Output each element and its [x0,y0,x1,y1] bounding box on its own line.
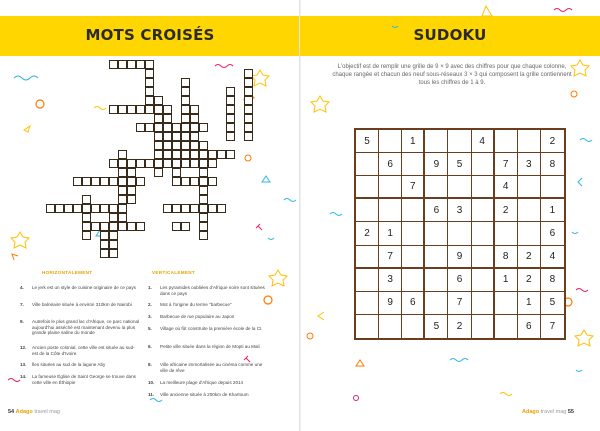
crossword-cell[interactable] [172,123,181,132]
crossword-cell[interactable] [100,177,109,186]
horizontal-heading: HORIZONTALEMENT [42,270,93,275]
crossword-cell[interactable] [145,105,154,114]
crossword-cell[interactable] [154,105,163,114]
crossword-cell[interactable] [172,177,181,186]
sudoku-cell[interactable] [356,269,379,292]
sudoku-cell[interactable]: 6 [402,292,425,315]
page-title: MOTS CROISÉS [85,26,215,44]
crossword-cell[interactable] [118,60,127,69]
crossword-cell[interactable] [181,177,190,186]
crossword-cell[interactable] [181,132,190,141]
crossword-cell[interactable] [127,159,136,168]
crossword-cell[interactable] [82,204,91,213]
crossword-cell[interactable] [244,132,253,141]
sudoku-cell[interactable] [402,315,425,338]
crossword-cell[interactable] [190,204,199,213]
crossword-cell[interactable] [109,159,118,168]
sudoku-cell[interactable]: 3 [448,199,471,222]
sudoku-page [300,0,600,431]
crossword-cell[interactable] [172,132,181,141]
sudoku-cell[interactable] [356,315,379,338]
crossword-cell[interactable] [244,123,253,132]
page-footer-right: Adago travel mag 55 [522,409,574,415]
sudoku-cell[interactable] [472,153,495,176]
sudoku-cell[interactable] [425,130,448,153]
crossword-cell[interactable] [217,150,226,159]
sudoku-cell[interactable]: 7 [448,292,471,315]
crossword-cell[interactable] [217,204,226,213]
crossword-cell[interactable] [226,96,235,105]
sudoku-cell[interactable]: 2 [518,246,541,269]
sudoku-cell[interactable]: 3 [379,269,402,292]
sudoku-cell[interactable]: 2 [356,222,379,245]
clue-h-9: 9. Autrefois le plus grand lac d'Afrique, ce parc national aujourd'hui asséché est maintenant devenu la plus grande plaine saline du monde [20,319,140,336]
crossword-cell[interactable] [154,150,163,159]
crossword-cell[interactable] [127,195,136,204]
crossword-cell[interactable] [73,177,82,186]
crossword-cell[interactable] [199,150,208,159]
crossword-cell[interactable] [100,222,109,231]
crossword-cell[interactable] [199,213,208,222]
crossword-cell[interactable] [226,132,235,141]
crossword-cell[interactable] [109,240,118,249]
crossword-cell[interactable] [154,114,163,123]
crossword-cell[interactable] [208,204,217,213]
crossword-cell[interactable] [154,132,163,141]
sudoku-cell[interactable] [472,269,495,292]
crossword-cell[interactable] [145,87,154,96]
crossword-cell[interactable] [181,114,190,123]
crossword-cell[interactable] [199,159,208,168]
crossword-cell[interactable] [145,123,154,132]
crossword-cell[interactable] [109,249,118,258]
crossword-cell[interactable] [163,159,172,168]
sudoku-cell[interactable]: 1 [379,222,402,245]
crossword-cell[interactable] [181,141,190,150]
crossword-cell[interactable] [172,150,181,159]
crossword-cell[interactable] [199,222,208,231]
sudoku-cell[interactable]: 5 [541,292,564,315]
sudoku-cell[interactable] [425,222,448,245]
crossword-cell[interactable] [190,123,199,132]
crossword-cell[interactable] [226,114,235,123]
crossword-cell[interactable] [163,141,172,150]
crossword-cell[interactable] [172,141,181,150]
crossword-cell[interactable] [244,69,253,78]
crossword-cell[interactable] [190,105,199,114]
sudoku-cell[interactable]: 1 [495,269,518,292]
crossword-cell[interactable] [127,222,136,231]
vertical-heading: VERTICALEMENT [152,270,195,275]
sudoku-cell[interactable] [356,199,379,222]
crossword-cell[interactable] [154,168,163,177]
crossword-cell[interactable] [127,177,136,186]
crossword-cell[interactable] [226,123,235,132]
sudoku-cell[interactable] [495,130,518,153]
sudoku-cell[interactable] [402,153,425,176]
crossword-cell[interactable] [244,87,253,96]
sudoku-cell[interactable]: 5 [448,153,471,176]
crossword-cell[interactable] [163,114,172,123]
crossword-cell[interactable] [136,177,145,186]
crossword-cell[interactable] [127,105,136,114]
sudoku-cell[interactable]: 1 [518,292,541,315]
sudoku-cell[interactable] [541,176,564,199]
crossword-cell[interactable] [244,96,253,105]
crossword-cell[interactable] [199,186,208,195]
crossword-cell[interactable] [154,96,163,105]
crossword-cell[interactable] [172,168,181,177]
crossword-cell[interactable] [127,186,136,195]
sudoku-cell[interactable]: 6 [518,315,541,338]
clue-h-14: 14. La fameuse Église de Saint George se trouve dans cette ville en Éthiopie [20,374,136,385]
crossword-cell[interactable] [181,78,190,87]
crossword-cell[interactable] [109,222,118,231]
crossword-cell[interactable] [154,159,163,168]
sudoku-cell[interactable] [402,222,425,245]
sudoku-cell[interactable] [402,269,425,292]
crossword-cell[interactable] [118,204,127,213]
crossword-cell[interactable] [226,150,235,159]
crossword-cell[interactable] [55,204,64,213]
crossword-cell[interactable] [190,177,199,186]
sudoku-instructions: L'objectif est de remplir une grille de 9 × 9 avec des chiffres pour que chaque colonne, chaque rangée et chacun des neuf sous-réseaux 3 × 3 qui composent la grille contiennent tous les chiffres de 1 à 9. [332,64,572,86]
clue-v-8: 8. Ville africaine immortalisée au cinéma comme une ville de rêve [148,362,263,373]
sudoku-cell[interactable] [472,222,495,245]
clue-h-12: 12. Ancien poste colonial, cette ville est située au sud-est de la Côte d'Ivoire. [20,345,135,356]
crossword-cell[interactable] [46,204,55,213]
crossword-cell[interactable] [118,222,127,231]
crossword-cell[interactable] [82,195,91,204]
sudoku-cell[interactable]: 5 [425,315,448,338]
sudoku-cell[interactable] [356,246,379,269]
sudoku-cell[interactable] [495,292,518,315]
crossword-cell[interactable] [199,168,208,177]
crossword-cell[interactable] [118,195,127,204]
sudoku-cell[interactable] [472,292,495,315]
sudoku-cell[interactable]: 1 [402,130,425,153]
crossword-cell[interactable] [163,105,172,114]
crossword-cell[interactable] [181,96,190,105]
crossword-cell[interactable] [127,60,136,69]
crossword-cell[interactable] [208,159,217,168]
crossword-cell[interactable] [190,150,199,159]
sudoku-cell[interactable] [518,130,541,153]
crossword-cell[interactable] [181,222,190,231]
sudoku-cell[interactable]: 8 [541,153,564,176]
crossword-cell[interactable] [64,204,73,213]
crossword-cell[interactable] [163,132,172,141]
sudoku-cell[interactable] [425,292,448,315]
crossword-cell[interactable] [127,168,136,177]
crossword-cell[interactable] [163,150,172,159]
crossword-cell[interactable] [109,177,118,186]
crossword-cell[interactable] [172,222,181,231]
crossword-cell[interactable] [145,96,154,105]
clue-v-3: 3. Barbecue de rue populaire au Japon [148,314,235,319]
crossword-cell[interactable] [73,204,82,213]
sudoku-cell[interactable]: 2 [518,269,541,292]
crossword-cell[interactable] [118,159,127,168]
crossword-cell[interactable] [208,177,217,186]
crossword-cell[interactable] [190,159,199,168]
clue-v-5: 5. Village où fût construite la première école de la CI. [148,326,263,331]
crossword-cell[interactable] [190,114,199,123]
crossword-cell[interactable] [208,150,217,159]
sudoku-cell[interactable]: 7 [402,176,425,199]
sudoku-cell[interactable]: 2 [448,315,471,338]
sudoku-cell[interactable]: 4 [472,130,495,153]
sudoku-cell[interactable]: 7 [495,153,518,176]
crossword-cell[interactable] [118,186,127,195]
crossword-cell[interactable] [136,105,145,114]
crossword-cell[interactable] [145,69,154,78]
clue-h-4: 4. Le jerk est un style de cuisine originaire de ce pays [20,285,136,290]
crossword-cell[interactable] [181,159,190,168]
crossword-cell[interactable] [109,231,118,240]
sudoku-cell[interactable] [379,130,402,153]
crossword-cell[interactable] [136,123,145,132]
sudoku-cell[interactable] [402,246,425,269]
sudoku-cell[interactable]: 2 [495,199,518,222]
clue-v-11: 11. Ville ancienne située à 200km de Khartoum [148,392,249,397]
crossword-cell[interactable] [118,177,127,186]
sudoku-cell[interactable]: 4 [541,246,564,269]
crossword-cell[interactable] [181,204,190,213]
crossword-cell[interactable] [199,204,208,213]
crossword-cell[interactable] [181,123,190,132]
page-title: SUDOKU [413,26,487,44]
sudoku-cell[interactable] [448,222,471,245]
sudoku-cell[interactable] [518,199,541,222]
sudoku-cell[interactable]: 9 [425,153,448,176]
crossword-cell[interactable] [118,150,127,159]
sudoku-cell[interactable]: 7 [549,320,556,332]
crossword-grid[interactable] [0,0,300,280]
crossword-cell[interactable] [82,222,91,231]
clue-h-7: 7. Ville balnéaire située à environ 310km de Nairobi [20,302,132,307]
crossword-cell[interactable] [145,60,154,69]
crossword-cell[interactable] [109,105,118,114]
sudoku-cell[interactable] [448,176,471,199]
crossword-cell[interactable] [82,231,91,240]
page-footer-left: 54 Adago travel mag [8,409,60,415]
crossword-cell[interactable] [199,123,208,132]
crossword-cell[interactable] [226,105,235,114]
clue-v-1: 1. Les pyramides oubliées d'Afrique noire sont situées dans ce pays [148,285,265,296]
sudoku-grid[interactable] [354,128,566,340]
crossword-cell[interactable] [181,87,190,96]
sudoku-cell[interactable] [472,199,495,222]
clue-v-10: 10. La meilleure plage d'Afrique depuis 2014 [148,380,244,385]
sudoku-cell[interactable] [518,222,541,245]
crossword-cell[interactable] [136,60,145,69]
sudoku-cell[interactable]: 1 [541,199,564,222]
sudoku-cell[interactable]: 2 [541,130,564,153]
crossword-cell[interactable] [244,78,253,87]
sudoku-cell[interactable]: 9 [448,246,471,269]
sudoku-cell[interactable]: 6 [425,199,448,222]
clue-v-6: 6. Petite ville située dans la région de Mopti au Mali [148,344,260,349]
crossword-cell[interactable] [100,249,109,258]
sudoku-cell[interactable] [356,292,379,315]
crossword-cell[interactable] [109,213,118,222]
sudoku-cell[interactable]: 4 [495,176,518,199]
crossword-cell[interactable] [154,123,163,132]
sudoku-cell[interactable]: 8 [541,269,564,292]
crossword-cell[interactable] [244,105,253,114]
crossword-cell[interactable] [172,159,181,168]
sudoku-cell[interactable]: 7 [379,246,402,269]
sudoku-cell[interactable]: 9 [379,292,402,315]
sudoku-cell[interactable] [379,315,402,338]
crossword-cell[interactable] [91,177,100,186]
sudoku-cell[interactable] [402,199,425,222]
sudoku-cell[interactable]: 6 [448,269,471,292]
sudoku-cell[interactable] [379,199,402,222]
sudoku-cell[interactable]: 5 [356,130,379,153]
clue-h-13: 13. Îles situées au sud de la lagune Aby [20,362,106,367]
crossword-cell[interactable] [163,204,172,213]
crossword-cell[interactable] [190,141,199,150]
crossword-cell[interactable] [82,177,91,186]
crossword-cell[interactable] [226,87,235,96]
crossword-cell[interactable] [172,204,181,213]
crossword-cell[interactable] [91,204,100,213]
sudoku-cell[interactable] [425,176,448,199]
sudoku-cell[interactable] [495,222,518,245]
crossword-cell[interactable] [118,105,127,114]
crossword-cell[interactable] [244,114,253,123]
crossword-cell[interactable] [181,105,190,114]
sudoku-cell[interactable]: 6 [541,222,564,245]
sudoku-cell[interactable] [518,176,541,199]
sudoku-cell[interactable] [425,246,448,269]
crossword-cell[interactable] [145,78,154,87]
crossword-cell[interactable] [118,213,127,222]
crossword-cell[interactable] [109,60,118,69]
crossword-cell[interactable] [199,195,208,204]
sudoku-cell[interactable] [472,176,495,199]
sudoku-cell[interactable] [472,246,495,269]
sudoku-cell[interactable] [356,176,379,199]
crossword-cell[interactable] [109,204,118,213]
crossword-cell[interactable] [91,222,100,231]
crossword-cell[interactable] [190,132,199,141]
crossword-cell[interactable] [100,204,109,213]
sudoku-cell[interactable]: 6 [379,153,402,176]
sudoku-cell[interactable] [448,130,471,153]
crossword-cell[interactable] [199,231,208,240]
crossword-cell[interactable] [199,141,208,150]
crossword-cell[interactable] [100,231,109,240]
crossword-cell[interactable] [82,213,91,222]
crossword-cell[interactable] [181,150,190,159]
sudoku-cell[interactable]: 3 [518,153,541,176]
crossword-cell[interactable] [163,123,172,132]
crossword-cell[interactable] [199,177,208,186]
clue-v-2: 2. Mot à l'origine du terme "barbecue" [148,302,232,307]
sudoku-cell[interactable] [356,153,379,176]
sudoku-cell[interactable] [379,176,402,199]
crossword-cell[interactable] [136,222,145,231]
crossword-cell[interactable] [145,159,154,168]
sudoku-cell[interactable] [472,315,495,338]
sudoku-cell[interactable]: 8 [495,246,518,269]
crossword-cell[interactable] [154,141,163,150]
crossword-cell[interactable] [118,168,127,177]
crossword-cell[interactable] [100,240,109,249]
sudoku-cell[interactable] [495,315,518,338]
sudoku-cell[interactable] [425,269,448,292]
crossword-cell[interactable] [136,159,145,168]
